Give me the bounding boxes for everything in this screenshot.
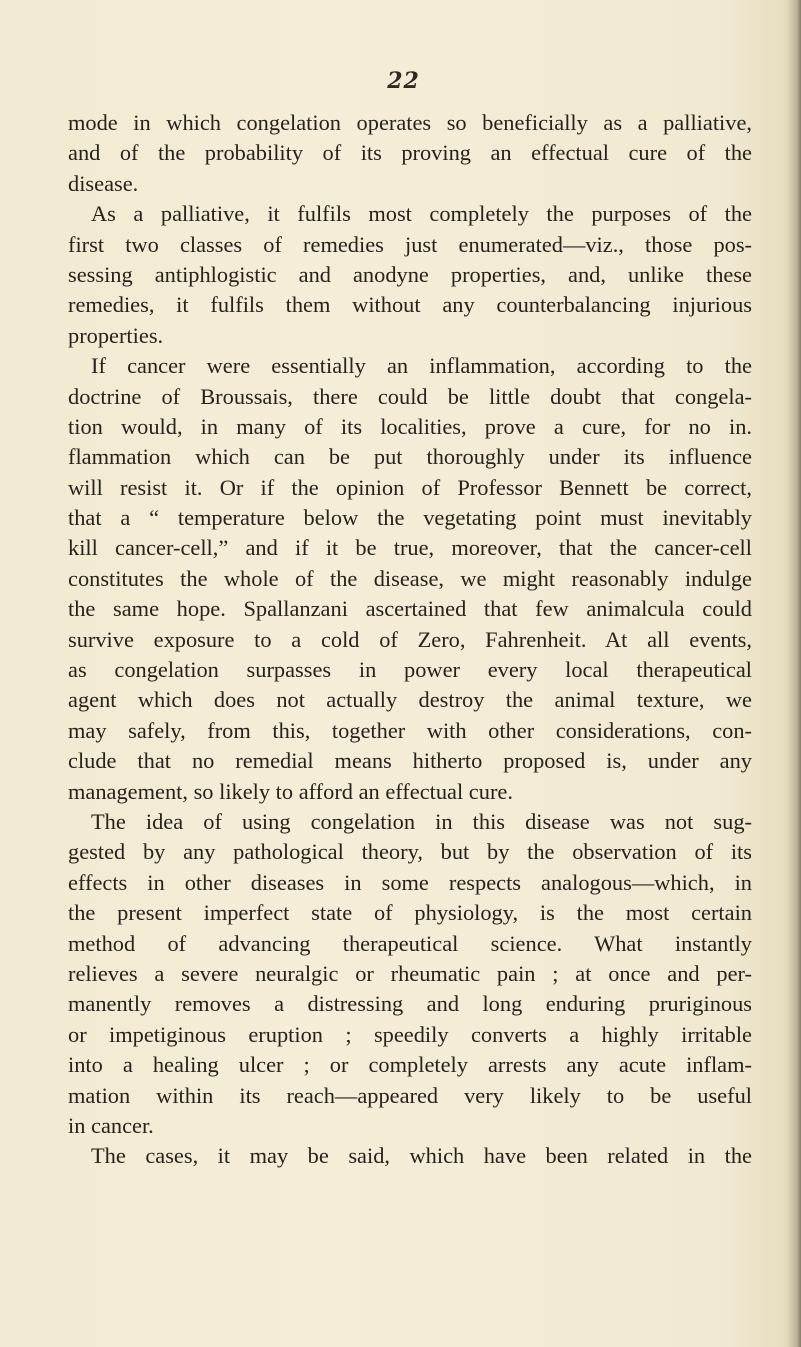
text-line: agent which does not actually destroy the animal texture, we xyxy=(68,687,752,713)
text-line: effects in other diseases in some respects analogous—which, in xyxy=(68,869,752,895)
text-line: If cancer were essentially an inflammation, according to the xyxy=(91,353,752,379)
text-line: relieves a severe neuralgic or rheumatic pain ; at once and per- xyxy=(68,960,752,986)
text-line: disease. xyxy=(68,170,139,196)
text-line: As a palliative, it fulfils most completely the purposes of the xyxy=(91,201,752,227)
text-line: sessing antiphlogistic and anodyne properties, and, unlike these xyxy=(68,261,752,287)
text-line: flammation which can be put thoroughly under its influence xyxy=(68,444,752,470)
text-line: constitutes the whole of the disease, we might reasonably indulge xyxy=(68,565,752,591)
text-line: tion would, in many of its localities, prove a cure, for no in. xyxy=(68,413,752,439)
text-line: remedies, it fulfils them without any counterbalancing injurious xyxy=(68,292,752,318)
text-line: clude that no remedial means hitherto proposed is, under any xyxy=(68,748,752,774)
text-line: method of advancing therapeutical science. What instantly xyxy=(68,930,752,956)
text-line: as congelation surpasses in power every local therapeutical xyxy=(68,657,752,683)
body-text xyxy=(68,108,752,1172)
page-edge-shadow xyxy=(787,0,801,1347)
text-line: manently removes a distressing and long enduring pruriginous xyxy=(68,991,752,1017)
text-line: The cases, it may be said, which have been related in the xyxy=(91,1143,752,1169)
text-line: mode in which congelation operates so beneficially as a palliative, xyxy=(68,110,752,135)
text-line: survive exposure to a cold of Zero, Fahrenheit. At all events, xyxy=(68,626,752,652)
text-line: and of the probability of its proving an effectual cure of the xyxy=(68,140,752,166)
text-line: will resist it. Or if the opinion of Professor Bennett be correct, xyxy=(68,474,752,500)
text-line: kill cancer-cell,” and if it be true, moreover, that the cancer-cell xyxy=(68,535,752,561)
text-line: mation within its reach—appeared very likely to be useful xyxy=(68,1082,752,1108)
text-line: The idea of using congelation in this disease was not sug- xyxy=(91,808,752,834)
text-line: may safely, from this, together with other considerations, con- xyxy=(68,717,752,743)
text-line: or impetiginous eruption ; speedily converts a highly irritable xyxy=(68,1021,752,1047)
text-line: management, so likely to afford an effectual cure. xyxy=(68,778,513,804)
text-line: the present imperfect state of physiology, is the most certain xyxy=(68,900,752,926)
text-line: doctrine of Broussais, there could be little doubt that congela- xyxy=(68,383,752,409)
text-line: in cancer. xyxy=(68,1112,154,1138)
text-line: into a healing ulcer ; or completely arrests any acute inflam- xyxy=(68,1052,752,1078)
page-number: 22 xyxy=(387,68,420,94)
text-line: first two classes of remedies just enumerated—viz., those pos- xyxy=(68,231,752,257)
text-line: properties. xyxy=(68,322,164,348)
text-line: gested by any pathological theory, but by the observation of its xyxy=(68,839,752,865)
text-line: that a “ temperature below the vegetating point must inevitably xyxy=(68,505,752,531)
text-line: the same hope. Spallanzani ascertained that few animalcula could xyxy=(68,596,752,622)
